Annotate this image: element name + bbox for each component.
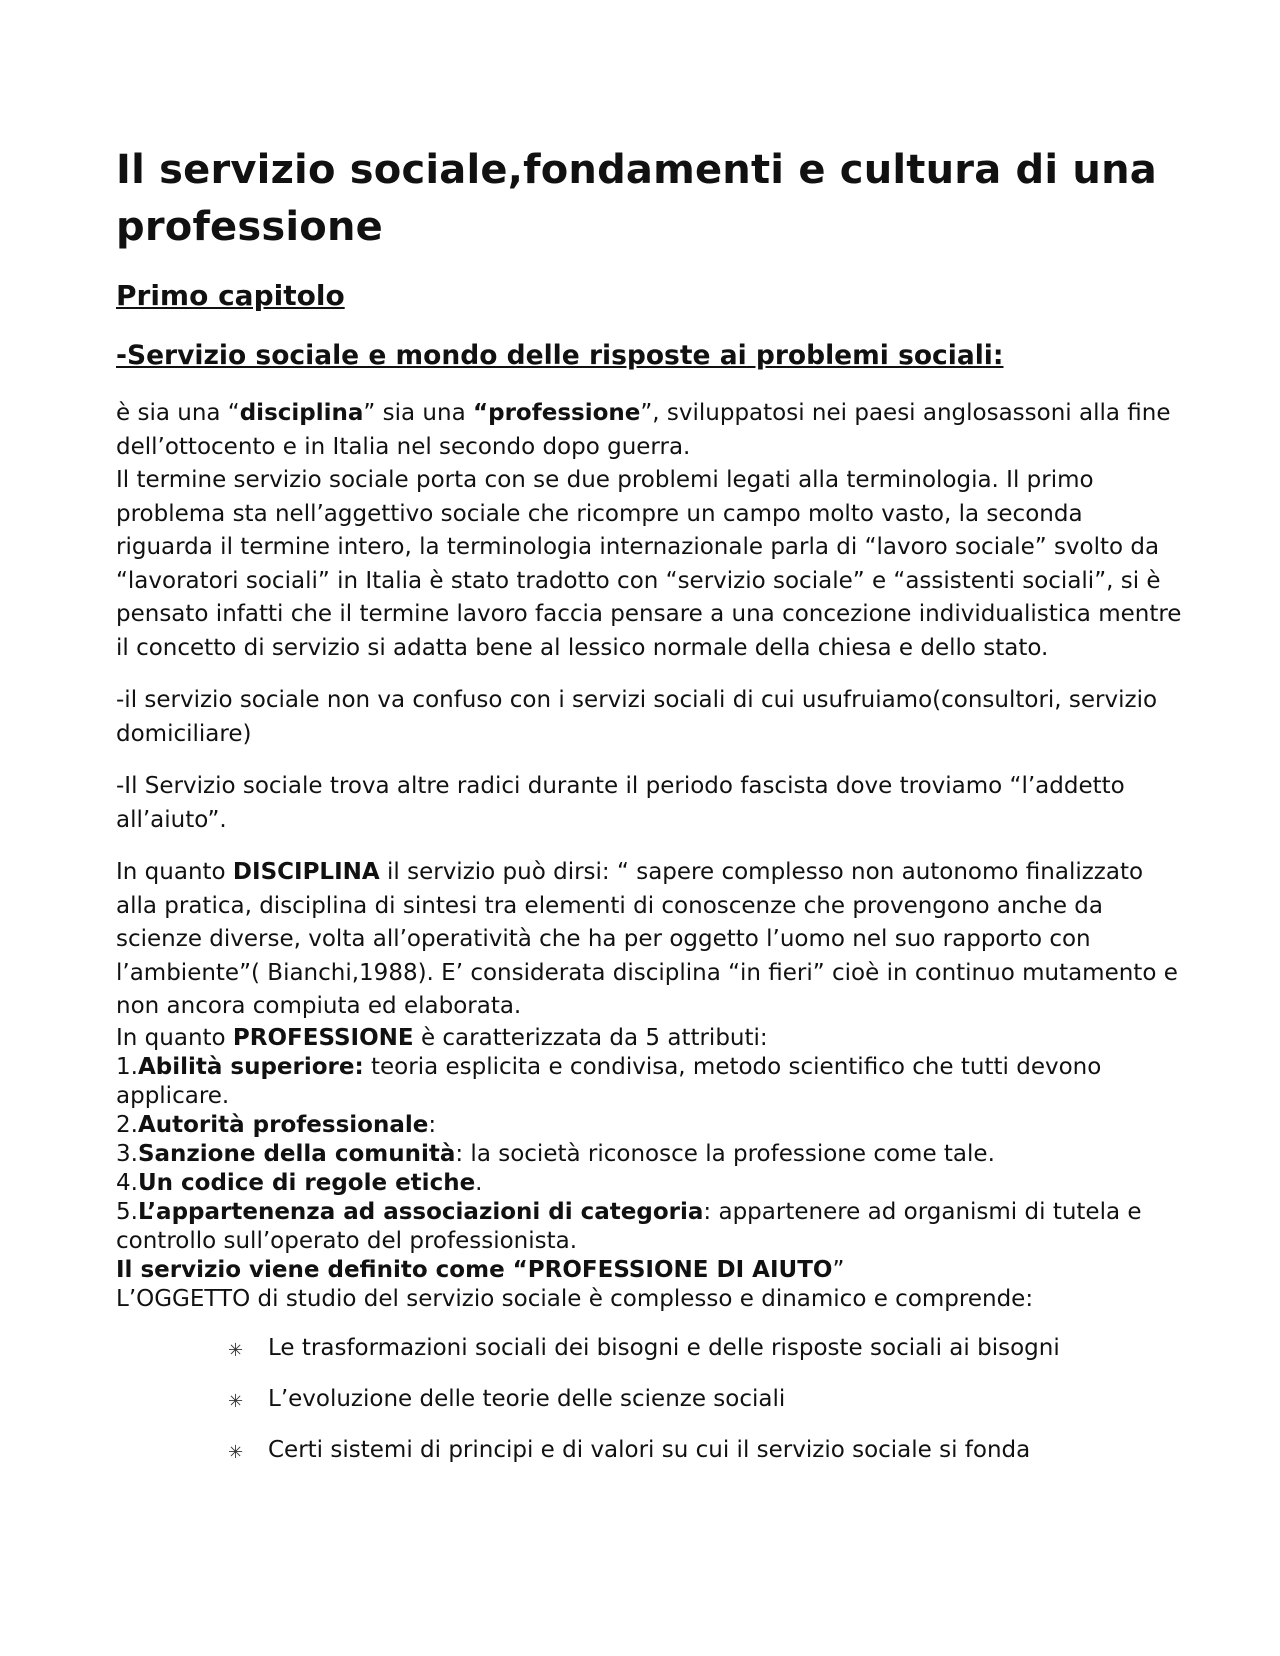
attribute-number: 5. [116, 1198, 138, 1225]
professione-bold: PROFESSIONE [232, 1024, 414, 1051]
attribute-item [116, 1198, 1186, 1256]
disciplina-text: In quanto [116, 859, 233, 885]
attribute-text: : [428, 1111, 437, 1138]
attribute-name: Un codice di regole etiche [137, 1169, 476, 1196]
document-title: Il servizio sociale,fondamenti e cultura di una professione [116, 147, 1157, 250]
professione-block [116, 1024, 1186, 1314]
professione-text: è caratterizzata da 5 attributi: [413, 1024, 768, 1051]
list-item [228, 1332, 1186, 1364]
attribute-number: 4. [116, 1169, 138, 1196]
attribute-name: L’appartenenza ad associazioni di categoria [137, 1198, 704, 1225]
intro-text: ”, sviluppatosi nei paesi anglosassoni alla fine dell’ottocento e in Italia nel secondo dopo guerra. [116, 400, 1171, 460]
disciplina-bold: DISCIPLINA [232, 859, 380, 885]
attribute-number: 2. [116, 1111, 138, 1138]
attribute-name: Sanzione della comunità [137, 1140, 456, 1167]
section-heading: -Servizio sociale e mondo delle risposte ai problemi sociali: [116, 340, 1004, 371]
oggetto-line: L’OGGETTO di studio del servizio sociale è complesso e dinamico e comprende: [116, 1285, 1034, 1312]
chapter-heading: Primo capitolo [116, 279, 345, 312]
attribute-text: : la società riconosce la professione come tale. [455, 1140, 995, 1167]
attribute-item [116, 1053, 1186, 1111]
professione-text: In quanto [116, 1024, 233, 1051]
aiuto-bold: Il servizio viene definito come “PROFESSIONE DI AIUTO [116, 1256, 833, 1283]
intro-text: ” sia una [363, 400, 473, 426]
attribute-item [116, 1140, 1186, 1169]
list-item-text: Le trasformazioni sociali dei bisogni e delle risposte sociali ai bisogni [268, 1334, 1060, 1361]
attribute-name: Abilità superiore: [137, 1053, 364, 1080]
intro-text: è sia una “ [116, 400, 240, 426]
intro-paragraph-1 [116, 397, 1186, 464]
note-paragraph-1: -il servizio sociale non va confuso con i servizi sociali di cui usufruiamo(consultori, servizio domiciliare) [116, 687, 1158, 747]
intro-paragraph-2: Il termine servizio sociale porta con se due problemi legati alla terminologia. Il primo problema sta nell’aggettivo sociale che ricompre un campo molto vasto, la seconda riguarda il termine intero, la terminologia internazionale parla di “lavoro sociale” svolto da “lavoratori sociali” in Italia è stato tradotto con “servizio sociale” e “assistenti sociali”, si è pensato infatti che il termine lavoro faccia pensare a una concezione individualistica mentre il concetto di servizio si adatta bene al lessico normale della chiesa e dello stato. [116, 467, 1182, 661]
list-item [228, 1383, 1186, 1415]
asterisk-bullet-icon: ✳ [228, 1339, 244, 1361]
intro-bold-disciplina: disciplina [239, 400, 364, 426]
aiuto-line [116, 1256, 1186, 1285]
document-page [116, 142, 1186, 1485]
attribute-text: teoria esplicita e condivisa, metodo scientifico che tutti devono applicare. [116, 1053, 1102, 1109]
intro-bold-professione: “professione [472, 400, 641, 426]
attribute-name: Autorità professionale [137, 1111, 429, 1138]
list-item-text: L’evoluzione delle teorie delle scienze sociali [268, 1385, 786, 1412]
asterisk-bullet-icon: ✳ [228, 1390, 244, 1412]
attribute-number: 1. [116, 1053, 138, 1080]
aiuto-text: ” [832, 1256, 845, 1283]
asterisk-bullet-icon: ✳ [228, 1441, 244, 1463]
attribute-text: : appartenere ad organismi di tutela e controllo sull’operato del professionista. [116, 1198, 1142, 1254]
disciplina-paragraph [116, 856, 1186, 1024]
bullet-list [116, 1332, 1186, 1466]
disciplina-text: il servizio può dirsi: “ sapere complesso non autonomo finalizzato alla pratica, disciplina di sintesi tra elementi di conoscenze che provengono anche da scienze diverse, volta all’operatività che ha per oggetto l’uomo nel suo rapporto con l’ambiente”( Bianchi,1988). E’ considerata disciplina “in fieri” cioè in continuo mutamento e non ancora compiuta ed elaborata. [116, 859, 1178, 1019]
attribute-number: 3. [116, 1140, 138, 1167]
professione-line [116, 1024, 1186, 1053]
attribute-item [116, 1111, 1186, 1140]
attribute-item [116, 1169, 1186, 1198]
list-item-text: Certi sistemi di principi e di valori su cui il servizio sociale si fonda [268, 1436, 1031, 1463]
note-paragraph-2: -Il Servizio sociale trova altre radici durante il periodo fascista dove troviamo “l’addetto all’aiuto”. [116, 773, 1125, 833]
list-item [228, 1434, 1186, 1466]
attribute-text: . [475, 1169, 483, 1196]
